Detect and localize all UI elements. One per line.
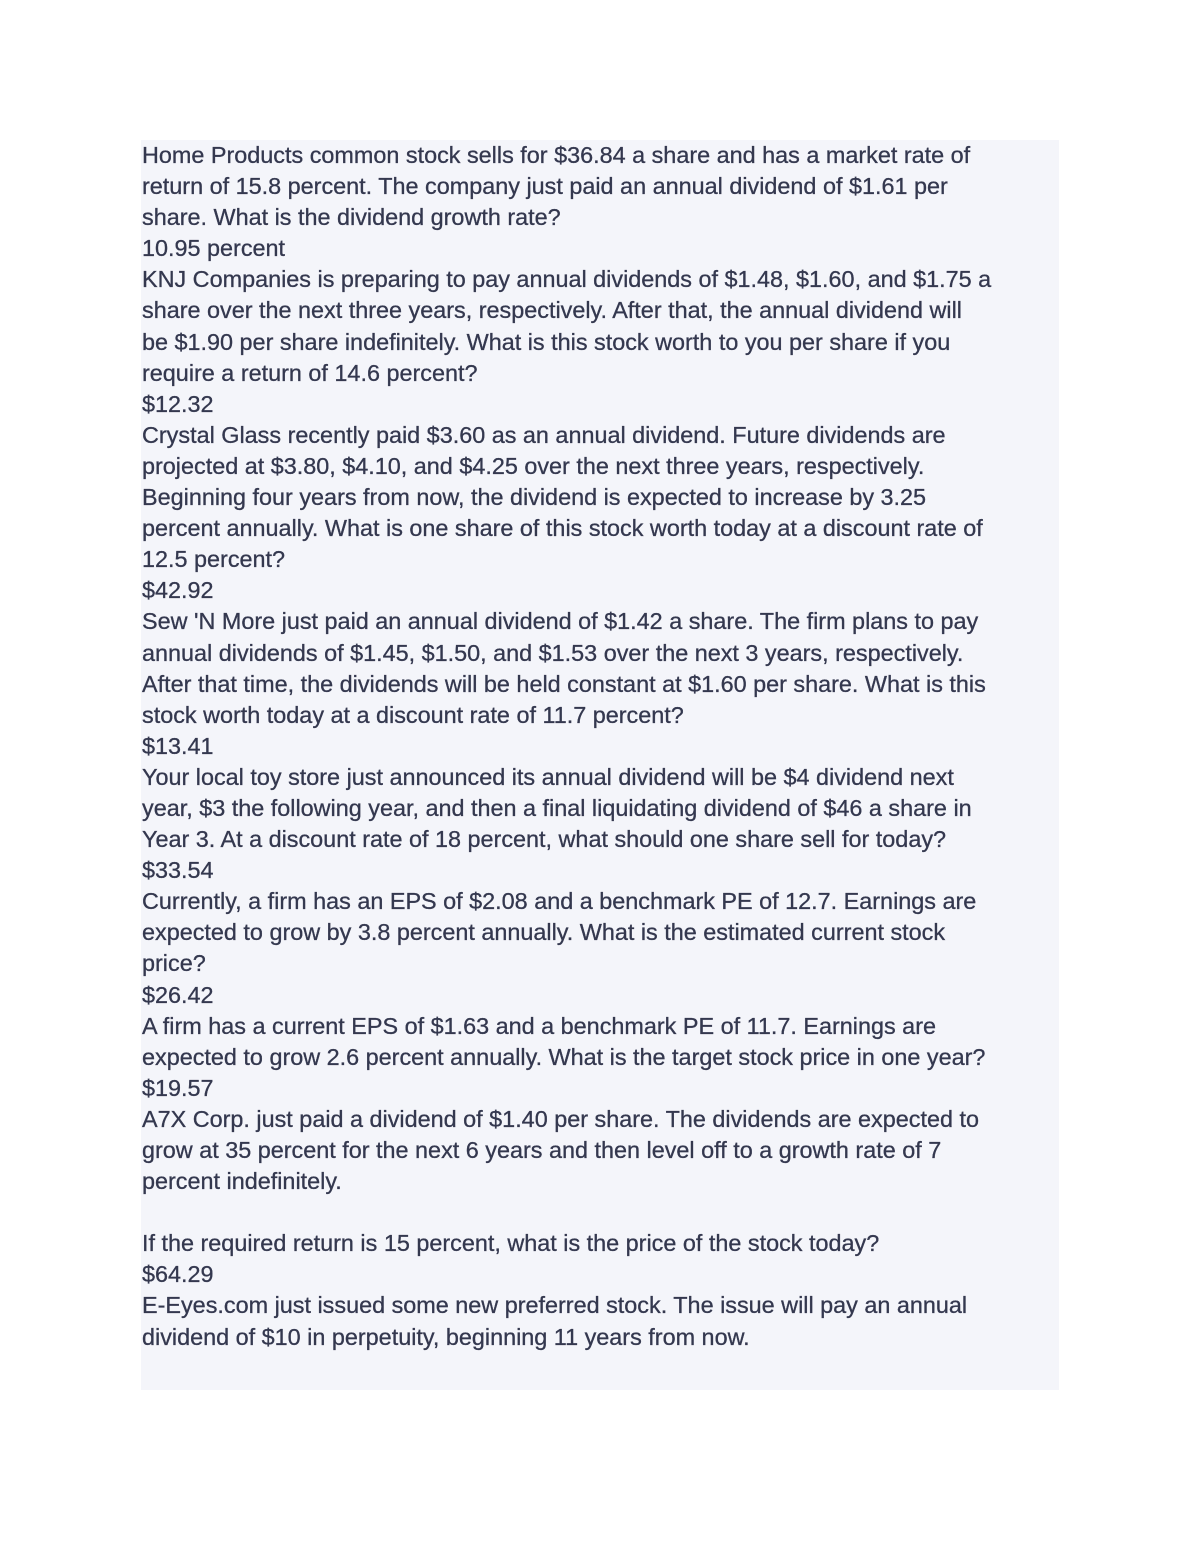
qa-item (142, 1104, 1062, 1291)
answer-text: 10.95 percent (142, 235, 286, 262)
question-followup: If the required return is 15 percent, what is the price of the stock today? (142, 1230, 880, 1257)
question-line: require a return of 14.6 percent? (142, 359, 478, 386)
question-line: Beginning four years from now, the dividend is expected to increase by 3.25 (142, 484, 927, 511)
paragraph-spacer (142, 1197, 1062, 1228)
document-body (142, 140, 1062, 1353)
question-line: Year 3. At a discount rate of 18 percent, what should one share sell for today? (142, 826, 947, 853)
question-line: Your local toy store just announced its annual dividend will be $4 dividend next (142, 763, 954, 790)
answer-text: $13.41 (142, 732, 214, 759)
question-line: price? (142, 950, 206, 977)
qa-item (142, 1011, 1062, 1104)
question-line: share. What is the dividend growth rate? (142, 204, 561, 231)
question-line: Home Products common stock sells for $36.84 a share and has a market rate of (142, 142, 971, 168)
answer-text: $33.54 (142, 857, 214, 884)
question-line: A firm has a current EPS of $1.63 and a benchmark PE of 11.7. Earnings are (142, 1012, 936, 1039)
question-line: stock worth today at a discount rate of 11.7 percent? (142, 701, 684, 728)
question-line: projected at $3.80, $4.10, and $4.25 over the next three years, respectively. (142, 452, 925, 479)
answer-text: $42.92 (142, 577, 214, 604)
qa-item (142, 886, 1062, 1010)
question-line: A7X Corp. just paid a dividend of $1.40 per share. The dividends are expected to (142, 1105, 979, 1132)
qa-item (142, 140, 1062, 264)
qa-item (142, 420, 1062, 607)
question-line: E-Eyes.com just issued some new preferred stock. The issue will pay an annual (142, 1292, 968, 1319)
qa-item (142, 1290, 1062, 1352)
question-line: be $1.90 per share indefinitely. What is this stock worth to you per share if you (142, 328, 951, 355)
question-line: Sew 'N More just paid an annual dividend of $1.42 a share. The firm plans to pay (142, 608, 979, 635)
question-line: expected to grow by 3.8 percent annually. What is the estimated current stock (142, 919, 946, 946)
qa-item (142, 606, 1062, 761)
answer-text: $12.32 (142, 390, 214, 417)
qa-item (142, 762, 1062, 886)
question-line: expected to grow 2.6 percent annually. What is the target stock price in one year? (142, 1043, 986, 1070)
question-line: grow at 35 percent for the next 6 years and then level off to a growth rate of 7 (142, 1137, 942, 1163)
question-line: year, $3 the following year, and then a final liquidating dividend of $46 a share in (142, 794, 972, 821)
question-line: Crystal Glass recently paid $3.60 as an annual dividend. Future dividends are (142, 421, 946, 448)
question-line: percent indefinitely. (142, 1168, 342, 1195)
question-line: share over the next three years, respectively. After that, the annual dividend will (142, 297, 962, 324)
question-line: return of 15.8 percent. The company just paid an annual dividend of $1.61 per (142, 173, 948, 200)
qa-item (142, 264, 1062, 419)
answer-text: $26.42 (142, 981, 214, 1008)
question-line: 12.5 percent? (142, 546, 286, 573)
question-line: Currently, a firm has an EPS of $2.08 and a benchmark PE of 12.7. Earnings are (142, 888, 977, 915)
answer-text: $64.29 (142, 1261, 214, 1288)
question-line: KNJ Companies is preparing to pay annual dividends of $1.48, $1.60, and $1.75 a (142, 266, 992, 293)
answer-text: $19.57 (142, 1074, 214, 1101)
question-line: annual dividends of $1.45, $1.50, and $1.53 over the next 3 years, respectively. (142, 639, 964, 666)
question-line: dividend of $10 in perpetuity, beginning 11 years from now. (142, 1323, 750, 1350)
question-line: percent annually. What is one share of this stock worth today at a discount rate of (142, 515, 983, 542)
question-line: After that time, the dividends will be held constant at $1.60 per share. What is this (142, 670, 986, 697)
